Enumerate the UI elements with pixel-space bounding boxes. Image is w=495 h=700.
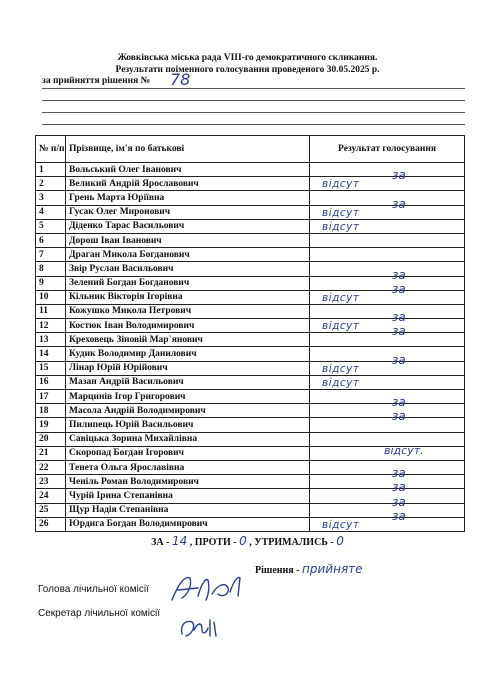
vote-mark: за (392, 395, 406, 410)
deputy-name: Костюк Іван Володимирович (66, 319, 310, 333)
column-header-result: Результат голосування (310, 136, 465, 163)
vote-table-body (36, 163, 465, 532)
deputy-name: Марцинів Ігор Григорович (66, 390, 310, 404)
absent-mark: відсут (322, 206, 360, 219)
row-number: 17 (36, 390, 66, 404)
decision-prefix: за прийняття рішення № (42, 76, 151, 86)
row-number: 14 (36, 347, 66, 361)
absent-mark: відсут (322, 362, 360, 375)
deputy-name: Щур Надія Степанівна (66, 503, 310, 517)
deputy-name: Юрдига Богдан Володимирович (66, 517, 310, 531)
totals-za-label: ЗА - (151, 537, 170, 548)
totals-proty-value: 0 (239, 534, 247, 548)
table-row (36, 418, 465, 432)
deputy-name: Кільник Вікторія Ігорівна (66, 290, 310, 304)
vote-result-cell (310, 262, 465, 276)
vote-result-cell (310, 168, 465, 191)
row-number: 19 (36, 418, 66, 432)
vote-mark: за (392, 267, 406, 282)
blank-line (42, 88, 465, 89)
row-number: 25 (36, 503, 66, 517)
deputy-name: Савіцька Зорина Михайлівна (66, 432, 310, 446)
vote-result-cell (310, 443, 465, 460)
table-row (36, 233, 465, 247)
totals-za-value: 14 (171, 534, 188, 548)
row-number: 23 (36, 475, 66, 489)
decision-result (255, 562, 363, 576)
vote-result-cell (310, 219, 465, 233)
deputy-name: Зелений Богдан Богданович (66, 276, 310, 290)
vote-mark: за (392, 310, 406, 325)
vote-result-cell (310, 267, 465, 290)
vote-result-cell (310, 390, 465, 404)
row-number: 18 (36, 404, 66, 418)
vote-mark: за (392, 480, 406, 495)
vote-results-title: Результати поіменного голосування проведеного 30.05.2025 р. (115, 65, 380, 75)
table-row (36, 333, 465, 347)
vote-mark: за (392, 352, 406, 367)
deputy-name: Пилипець Юрій Васильович (66, 418, 310, 432)
deputy-name: Лінар Юрій Юрійович (66, 361, 310, 375)
row-number: 9 (36, 276, 66, 290)
deputy-name: Гусак Олег Миронович (66, 205, 310, 219)
vote-result-cell (310, 409, 465, 432)
deputy-name: Грень Марта Юріївна (66, 191, 310, 205)
vote-result-cell (310, 248, 465, 262)
blank-line (42, 100, 465, 101)
chair-signature (168, 572, 248, 604)
decision-value-handwritten: прийняте (302, 562, 363, 576)
absent-mark: відсут (322, 376, 360, 389)
vote-mark: за (392, 466, 406, 481)
blank-line (42, 112, 465, 113)
row-number: 3 (36, 191, 66, 205)
chair-label: Голова лічильної комісії (38, 584, 149, 595)
vote-result-cell (310, 494, 465, 517)
vote-result-cell (310, 395, 465, 418)
row-number: 21 (36, 446, 66, 460)
row-number: 26 (36, 517, 66, 531)
absent-mark: відсут (322, 291, 360, 304)
table-row (36, 219, 465, 233)
row-number: 2 (36, 177, 66, 191)
vote-mark: за (392, 508, 406, 523)
deputy-name: Креховець Зіновій Мар`янович (66, 333, 310, 347)
column-header-number: № п/п (36, 136, 66, 163)
table-row (36, 177, 465, 191)
vote-result-cell (310, 508, 465, 531)
vote-result-cell (310, 191, 465, 205)
vote-result-cell (310, 163, 465, 177)
row-number: 10 (36, 290, 66, 304)
vote-result-cell (310, 281, 465, 304)
deputy-name: Масола Андрій Володимирович (66, 404, 310, 418)
vote-result-cell (310, 196, 465, 219)
vote-result-cell (310, 310, 465, 333)
row-number: 7 (36, 248, 66, 262)
vote-mark: за (392, 168, 406, 183)
deputy-name: Звір Руслан Васильович (66, 262, 310, 276)
vote-mark: за (392, 494, 406, 509)
row-number: 1 (36, 163, 66, 177)
decision-label: Рішення - (255, 565, 300, 576)
deputy-name: Чурій Ірина Степанівна (66, 489, 310, 503)
table-row (36, 517, 465, 531)
column-header-name: Прізвище, ім'я по батькові (66, 136, 310, 163)
totals-utr-value: 0 (336, 534, 344, 548)
vote-totals (0, 534, 495, 548)
absent-mark: відсут (322, 178, 360, 191)
row-number: 13 (36, 333, 66, 347)
decision-number-handwritten: 78 (170, 70, 191, 89)
vote-table (35, 135, 465, 532)
table-row (36, 205, 465, 219)
row-number: 8 (36, 262, 66, 276)
row-number: 20 (36, 432, 66, 446)
deputy-name: Скоропад Богдан Ігорович (66, 446, 310, 460)
deputy-name: Ченіль Роман Володимирович (66, 475, 310, 489)
secretary-signature (176, 612, 226, 642)
council-title: Жовківська міська рада VIII-го демократичного скликання. (117, 53, 378, 63)
vote-result-cell (310, 460, 465, 474)
row-number: 5 (36, 219, 66, 233)
vote-mark: за (392, 281, 406, 296)
row-number: 16 (36, 375, 66, 389)
table-row (36, 375, 465, 389)
row-number: 11 (36, 304, 66, 318)
vote-result-cell (310, 304, 465, 318)
vote-result-cell (310, 347, 465, 361)
absent-mark: відсут (322, 320, 360, 333)
absent-mark: відсут (322, 518, 360, 531)
deputy-name: Мазан Андрій Васильович (66, 375, 310, 389)
vote-result-cell (310, 466, 465, 489)
row-number: 12 (36, 319, 66, 333)
row-number: 22 (36, 460, 66, 474)
deputy-name: Вольський Олег Іванович (66, 163, 310, 177)
deputy-name: Тенета Ольга Ярославівна (66, 460, 310, 474)
totals-proty-label: , ПРОТИ - (189, 537, 237, 548)
deputy-name: Дорош Іван Іванович (66, 233, 310, 247)
totals-utr-label: , УТРИМАЛИСЬ - (249, 537, 334, 548)
vote-mark: за (392, 409, 406, 424)
row-number: 24 (36, 489, 66, 503)
table-row (36, 290, 465, 304)
vote-result-cell (310, 480, 465, 503)
row-number: 15 (36, 361, 66, 375)
row-number: 6 (36, 233, 66, 247)
document-header (0, 52, 495, 76)
table-row (36, 361, 465, 375)
table-row (36, 446, 465, 460)
row-number: 4 (36, 205, 66, 219)
secretary-label: Секретар лічильної комісії (38, 608, 161, 619)
vote-result-cell (310, 233, 465, 247)
blank-line (42, 124, 465, 125)
deputy-name: Драган Микола Богданович (66, 248, 310, 262)
table-header-row (36, 136, 465, 163)
vote-mark: за (392, 196, 406, 211)
vote-result-cell (310, 352, 465, 375)
vote-mark: відсут. (384, 443, 424, 457)
vote-mark: за (392, 324, 406, 339)
deputy-name: Великий Андрій Ярославович (66, 177, 310, 191)
deputy-name: Кожушко Микола Петрович (66, 304, 310, 318)
table-row (36, 248, 465, 262)
vote-result-cell (310, 375, 465, 389)
deputy-name: Діденко Тарас Васильович (66, 219, 310, 233)
deputy-name: Кудик Володимир Данилович (66, 347, 310, 361)
absent-mark: відсут (322, 220, 360, 233)
